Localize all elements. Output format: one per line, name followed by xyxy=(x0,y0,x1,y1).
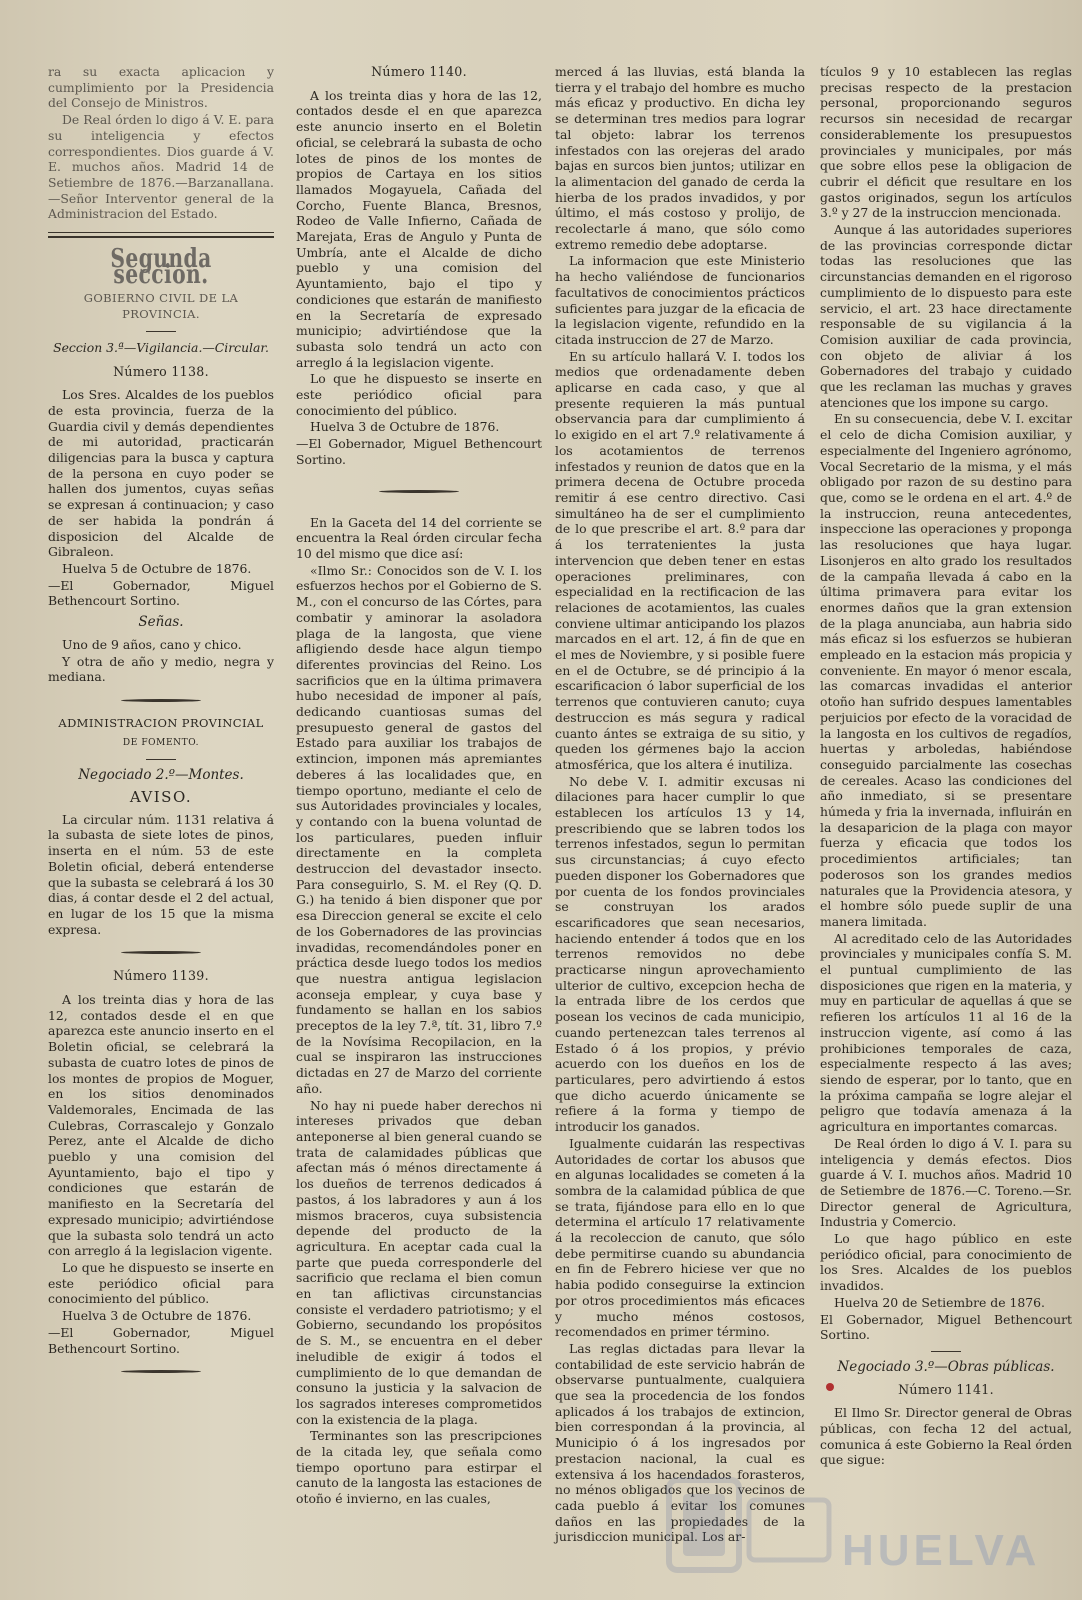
notice-number: Número 1139. xyxy=(113,968,209,984)
section-header: GOBIERNO CIVIL DE LA PROVINCIA. xyxy=(83,291,239,322)
decree-text: tículos 9 y 10 establecen las reglas precisas respecto de la prestacion personal, proporcionando seguros recursos sin necesidad de recargar considerablemente los presupuestos provinciales y municipales, por más que sobre ellos pese la obligacion de cubrir el déficit que resultare en los gastos originados, segun los artículos 3.º y 27 de la instruccion mencionada. xyxy=(820,64,1072,221)
decree-text: En su consecuencia, debe V. I. excitar el celo de dicha Comision auxiliar, y especialmente del Ingeniero agrónomo, Vocal Secretario de la misma, y el más obligado por razon de su destino para que, como se le ordena en el art. 4.º de la instruccion, reuna antecedentes, inspeccione las operaciones y proponga las resoluciones que haya lugar. Lisonjeros en alto grado los resultados de la campaña llevada á cabo en la última primavera para evitar los enormes daños que la gran extension de la plaga anunciaba, aun habria sido más eficaz si los esfuerzos se hubieran empleado en la estacion más propicia y conveniente. En mayor ó menor escala, las comarcas invadidas el anterior otoño han sufrido despues lamentables perjuicios por efecto de la voracidad de la langosta en los cultivos de regadíos, huertas y arboledas, habiéndose conseguido parcialmente las cosechas de cereales. Acaso las condiciones del año inmediato, si se presentare húmeda y fria la invernada, influirán en la desaparicion de la plaga con mayor fuerza y eficacia que todos los procedimientos artificiales; tan poderosos son los grandes medios naturales que la Providencia atesora, y el hombre sólo puede suplir de una manera limitada. xyxy=(820,411,1072,929)
notice-text: A los treinta dias y hora de las 12, contados desde el en que aparezca este anuncio inserto en el Boletin oficial, se celebrará la subasta de cuatro lotes de pinos de los montes de propios de Moguer, en los sitios denominados Valdemorales, Encimada de las Culebras, Corrascalejo y Gonzalo Perez, ante el Alcalde de dicho pueblo y una comision del Ayuntamiento, bajo el tipo y condiciones que estarán de manifiesto en la Secretaría del expresado municipio; advirtiéndose que la subasta solo tendrá un acto con arreglo á la legislacion vigente. xyxy=(48,992,274,1259)
decree-text: No hay ni puede haber derechos ni intereses privados que deban anteponerse al bien general cuando se trata de calamidades públicas que afectan más ó ménos directamente á los dueños de terrenos dedicados á pastos, á los labradores y aun á los mismos braceros, cuya subsistencia depende del producto de la agricultura. En aceptar cada cual la parte que pueda corresponderle del sacrificio que reclama el bien comun en tan aflictivas circunstancias consiste el verdadero patriotismo; y el Gobierno, secundando los propósitos de S. M., se encuentra en el deber ineludible de exigir á todos el cumplimiento de lo que demandan de consuno la justicia y la salvacion de los sagrados intereses comprometidos con la existencia de la plaga. xyxy=(296,1097,542,1427)
notice-text: El Ilmo Sr. Director general de Obras públicas, con fecha 12 del actual, comunica á este Gobierno la Real órden que sigue: xyxy=(820,1405,1072,1468)
section-subheader: DE FOMENTO. xyxy=(122,737,200,748)
ornament-divider xyxy=(379,490,459,493)
decree-text: merced á las lluvias, está blanda la tierra y el trabajo del hombre es mucho más eficaz y productivo. En dicha ley se determinan tres medios para lograr tal objeto: labrar los terrenos infestados con las orejeras del arado bajas en surcos bien juntos; utilizar en la alimentacion del ganado de cerda la hierba de los prados invadidos, y por último, el más costoso y prolijo, de recolectarle á mano, que sólo como extremo remedio debe adoptarse. xyxy=(555,64,805,252)
red-ink-mark xyxy=(826,1383,834,1391)
notice-text: Lo que he dispuesto se inserte en este periódico oficial para conocimiento del público. xyxy=(48,1260,274,1307)
notice-text: Lo que he dispuesto se inserte en este periódico oficial para conocimiento del público. xyxy=(296,371,542,418)
watermark-text: HUELVA xyxy=(842,1526,1041,1575)
section-header: ADMINISTRACION PROVINCIAL xyxy=(58,715,264,730)
decree-text: «Ilmo Sr.: Conocidos son de V. I. los esfuerzos hechos por el Gobierno de S. M., con el concurso de las Córtes, para combatir y aminorar la asoladora plaga de la langosta, que viene afligiendo desde hace algun tiempo diferentes provincias del Reino. Los sacrificios que en la última primavera hubo necesidad de imponer al país, dedicando cuantiosas sumas del presupuesto general de gastos del Estado para auxiliar los trabajos de extincion, imponen más apremiantes deberes á las localidades que, en tiempo oportuno, mediante el celo de sus Autoridades provinciales y locales, y contando con la buena voluntad de los particulares, pueden influir directamente en la completa destruccion del devastador insecto. Para conseguirlo, S. M. el Rey (Q. D. G.) ha tenido á bien disponer que por esa Direccion general se excite el celo de los Gobernadores de las provincias invadidas, recomendándoles poner en práctica desde luego todos los medios que nuestra antigua legislacion aconseja emplear, y cuya base y fundamento se hallan en los sabios preceptos de la ley 7.ª, tít. 31, libro 7.º de la Novísima Recopilacion, en la cual se inspiraron las instrucciones dictadas en 27 de Marzo del corriente año. xyxy=(296,562,542,1096)
signature-date: Huelva 3 de Octubre de 1876. xyxy=(62,1308,252,1324)
decree-text: Las reglas dictadas para llevar la contabilidad de este servicio habrán de observarse puntualmente, cualquiera que sea la procedencia de los fondos aplicados á los trabajos de extincion, bien correspondan á la provincia, al Municipio ó á los ingresados por prestacion nacional, la cual es extensiva á los hacendados forasteros, no ménos obligados que los vecinos de cada pueblo á evitar los comunes daños en las propiedades de la jurisdiccion municipal. Los ar- xyxy=(555,1340,805,1545)
ornament-divider xyxy=(121,699,201,702)
decree-text: No debe V. I. admitir excusas ni dilaciones para hacer cumplir lo que establecen los artículos 13 y 14, prescribiendo que se labren todos los terrenos infestados, segun lo permitan sus circunstancias; á cuyo efecto pueden disponer los Gobernadores que por cuenta de los fondos provinciales se construyan los arados escarificadores que sean necesarios, haciendo entender á todos que en los terrenos removidos no debe practicarse ningun aprovechamiento ulterior de cultivo, excepcion hecha de la entrada libre de los cerdos que posean los vecinos de cada municipio, cuando pertenezcan tales terrenos al Estado ó á los propios, y prévio acuerdo con los dueños en los de particulares, pero advirtiendo á estos que dicho acuerdo únicamente se refiere á la forma y tiempo de introducir los ganados. xyxy=(555,773,805,1135)
decree-text: Aunque á las autoridades superiores de las provincias corresponde dictar todas las resoluciones que las circunstancias demanden en el rigoroso cumplimiento de lo dispuesto para este servicio, el art. 23 hace directamente responsable de su vigilancia á la Comision auxiliar de cada provincia, con objeto de aliviar á los Gobernadores del trabajo y cuidado que les reclaman las muchas y graves atenciones que los impone su cargo. xyxy=(820,222,1072,410)
column-2 xyxy=(296,64,542,1508)
divider xyxy=(931,1351,961,1352)
section-title: Segunda seccion. xyxy=(110,244,212,290)
notice-number: Número 1141. xyxy=(898,1381,994,1397)
notice-text: Lo que hago público en este periódico oficial, para conocimiento de los Sres. Alcaldes de los pueblos invadidos. xyxy=(820,1231,1072,1294)
signature: —El Gobernador, Miguel Bethencourt Sortino. xyxy=(48,577,274,609)
subsection-heading: Negociado 2.º—Montes. xyxy=(78,767,244,784)
signature: —El Gobernador, Miguel Bethencourt Sortino. xyxy=(296,436,542,467)
decree-text: Igualmente cuidarán las respectivas Autoridades de cortar los abusos que en algunas localidades se cometen á la sombra de la calamidad pública de que se trata, fijándose para ello en lo que determina el artículo 17 relativamente á la recoleccion de canuto, que sólo debe permitirse cuando su abundancia en fin de Febrero hiciese ver que no habia podido conseguirse la extincion por otros procedimientos más eficaces y mucho ménos costosos, recomendados en primer término. xyxy=(555,1135,805,1340)
decree-text: De Real órden lo digo á V. I. para su inteligencia y demás efectos. Dios guarde á V. I. muchos años. Madrid 10 de Setiembre de 1876.—C. Toreno.—Sr. Director general de Agricultura, Industria y Comercio. xyxy=(820,1135,1072,1230)
signature-date: Huelva 3 de Octubre de 1876. xyxy=(310,419,500,435)
divider xyxy=(48,232,274,238)
notice-text: Y otra de año y medio, negra y mediana. xyxy=(48,653,274,685)
subsection-heading: Seccion 3.ª—Vigilancia.—Circular. xyxy=(53,339,269,355)
divider xyxy=(146,331,176,332)
notice-text: Los Sres. Alcaldes de los pueblos de esta provincia, fuerza de la Guardia civil y demás dependientes de mi autoridad, practicarán diligencias para la busca y captura de la persona en cuyo poder se hallen dos jumentos, cuyas señas se expresan á continuacion; y caso de ser habida la pondrán á disposicion del Alcalde de Gibraleon. xyxy=(48,387,274,560)
decree-text: La informacion que este Ministerio ha hecho valiéndose de funcionarios facultativos de conocimientos prácticos suficientes para juzgar de la eficacia de la legislacion vigente, refundido en la citada instruccion de 27 de Marzo. xyxy=(555,253,805,347)
ornament-divider xyxy=(121,1370,201,1373)
signature-date: Huelva 20 de Setiembre de 1876. xyxy=(834,1294,1045,1310)
col1-para: De Real órden lo digo á V. E. para su inteligencia y efectos correspondientes. Dios guarde á V. E. muchos años. Madrid 14 de Setiembre de 1876.—Barzanallana.—Señor Interventor general de la Administracion del Estado. xyxy=(48,112,274,222)
column-3 xyxy=(555,64,805,1546)
notice-text: A los treinta dias y hora de las 12, contados desde el en que aparezca este anuncio inserto en el Boletin oficial, se celebrará la subasta de ocho lotes de pinos de los montes de propios de Cartaya en los sitios llamados Mogayuela, Cañada del Corcho, Fuente Blanca, Bresnos, Rodeo de Valle Infierno, Cañada de Marejata, Eras de Angulo y Punta de Umbría, ante el Alcalde de dicho pueblo y una comision del Ayuntamiento, bajo el tipo y condiciones que estarán de manifiesto en la Secretaría de expresado municipio; advirtiéndose que la subasta solo tendrá un acto con arreglo á la legislacion vigente. xyxy=(296,87,542,370)
decree-text: Al acreditado celo de las Autoridades provinciales y municipales confía S. M. el puntual cumplimiento de las disposiciones que rigen en la materia, y muy en particular de aquellas á que se refieren los artículos 11 al 16 de la instruccion vigente, así como á las prohibiciones temporales de caza, especialmente respecto á las aves; siendo de esperar, por lo tanto, que en la próxima campaña se logre alejar el peligro que todavía amenaza á la agricultura en importantes comarcas. xyxy=(820,930,1072,1135)
notice-text: Uno de 9 años, cano y chico. xyxy=(62,636,242,652)
signature: —El Gobernador, Miguel Bethencourt Sortino. xyxy=(48,1324,274,1356)
subsection-heading: Negociado 3.º—Obras públicas. xyxy=(837,1358,1055,1375)
ornament-divider xyxy=(121,951,201,954)
notice-text: En la Gaceta del 14 del corriente se encuentra la Real órden circular fecha 10 del mismo que dice así: xyxy=(296,514,542,561)
signature: El Gobernador, Miguel Bethencourt Sortino. xyxy=(820,1311,1072,1343)
archive-seal-icon xyxy=(659,1470,839,1590)
signature-date: Huelva 5 de Octubre de 1876. xyxy=(62,560,252,576)
col1-para: ra su exacta aplicacion y cumplimiento por la Presidencia del Consejo de Ministros. xyxy=(48,64,274,111)
notice-number: Número 1140. xyxy=(371,64,467,79)
column-1 xyxy=(48,64,274,1387)
subsection-heading: Señas. xyxy=(138,614,184,631)
divider xyxy=(146,759,176,760)
decree-text: En su artículo hallará V. I. todos los medios que ordenadamente deben aplicarse en cada caso, y que al presente requieren la más puntual observancia para dar cumplimiento á lo exigido en el art 7.º relativamente á los acotamientos de terrenos infestados y reunion de datos que en la primera decena de Octubre proceda remitir á ese centro directivo. Casi simultáneo ha de ser el cumplimiento de lo que prescribe el art. 8.º para dar á los terratenientes la justa intervencion que deben tener en estas operaciones preliminares, con especialidad en la rectificacion de las relaciones de acotamientos, las cuales conviene ultimar anticipando los plazos marcados en el art. 12, á fin de que en el mes de Noviembre, y si posible fuere en el de Octubre, se dé principio á la escarificacion ó labor superficial de los terrenos que contuvieren canuto; cuya destruccion es más segura y radical cuanto ántes se extraiga de su sitio, y queden los gérmenes bajo la accion atmosférica, que los altera é inutiliza. xyxy=(555,348,805,772)
notice-heading: AVISO. xyxy=(129,788,193,807)
column-4 xyxy=(820,64,1072,1469)
decree-text: Terminantes son las prescripciones de la citada ley, que señala como tiempo oportuno para estirpar el canuto de la langosta las estaciones de otoño é invierno, en las cuales, xyxy=(296,1428,542,1507)
notice-text: La circular núm. 1131 relativa á la subasta de siete lotes de pinos, inserta en el núm. 53 de este Boletin oficial, deberá entenderse que la subasta se celebrará á los 30 dias, á contar desde el 2 del actual, en lugar de los 15 que la misma expresa. xyxy=(48,811,274,937)
notice-number: Número 1138. xyxy=(113,363,209,379)
